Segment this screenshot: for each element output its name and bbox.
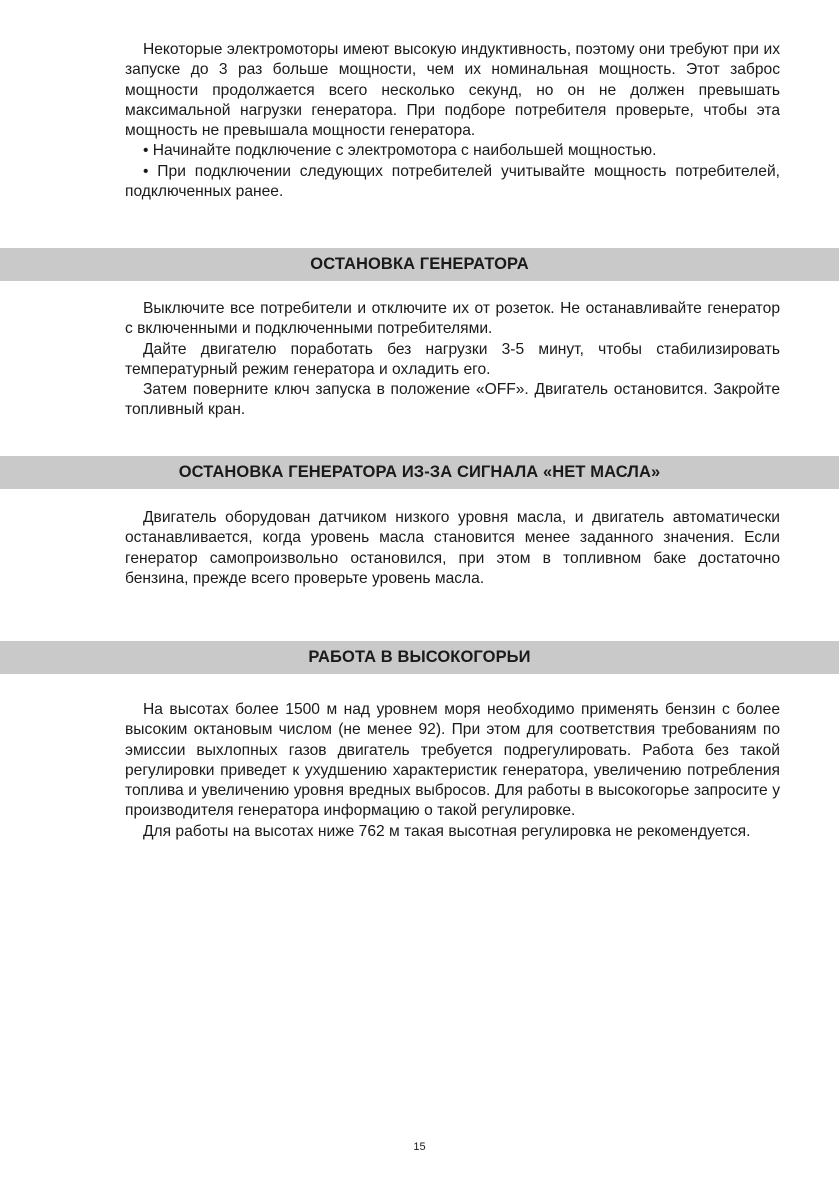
section-body-stop-generator [125,299,780,421]
section-paragraph: Для работы на высотах ниже 762 м такая высотная регулировка не рекомендуется. [143,822,751,840]
section-body-high-altitude [125,700,780,842]
intro-paragraph-1: Некоторые электромоторы имеют высокую индуктивность, поэтому они требуют при их запуске до 3 раз больше мощности, чем их номинальная мощность. Этот заброс мощности продолжается всего несколько секунд, но он не должен превышать максимальной нагрузки генератора. При подборе потребителя проверьте, чтобы эта мощность не превышала мощности генератора. [125,41,780,140]
page-number: 15 [413,1141,426,1153]
section-paragraph: Двигатель оборудован датчиком низкого уровня масла, и двигатель автоматически останавливается, когда уровень масла становится менее заданного значения. Если генератор самопроизвольно остановился, при этом в топливном баке достаточно бензина, прежде всего проверьте уровень масла. [125,509,780,587]
section-title: ОСТАНОВКА ГЕНЕРАТОРА [310,255,529,273]
section-title: РАБОТА В ВЫСОКОГОРЬИ [308,648,531,666]
section-paragraph: Дайте двигателю поработать без нагрузки 3-5 минут, чтобы стабилизировать температурный режим генератора и охладить его. [125,340,780,378]
section-header-high-altitude [0,641,839,674]
section-body-no-oil-stop [125,508,780,589]
section-header-no-oil-stop [0,456,839,489]
intro-bullet-1: • Начинайте подключение с электромотора с наибольшей мощностью. [143,142,657,160]
section-title: ОСТАНОВКА ГЕНЕРАТОРА ИЗ-ЗА СИГНАЛА «НЕТ МАСЛА» [178,463,661,481]
intro-text-block [125,40,780,202]
section-paragraph: Выключите все потребители и отключите их от розеток. Не останавливайте генератор с включенными и подключенными потребителями. [125,300,780,338]
intro-bullet-2: • При подключении следующих потребителей учитывайте мощность потребителей, подключенных ранее. [125,162,780,201]
section-header-stop-generator [0,248,839,281]
section-paragraph: Затем поверните ключ запуска в положение «OFF». Двигатель остановится. Закройте топливный кран. [125,381,780,419]
section-paragraph: На высотах более 1500 м над уровнем моря необходимо применять бензин с более высоким октановым числом (не менее 92). При этом для соответствия требованиям по эмиссии выхлопных газов двигатель требуется подрегулировать. Работа без такой регулировки приведет к ухудшению характеристик генератора, увеличению потребления топлива и увеличению уровня вредных выбросов. Для работы в высокогорье запросите у производителя генератора информацию о такой регулировке. [125,701,780,820]
